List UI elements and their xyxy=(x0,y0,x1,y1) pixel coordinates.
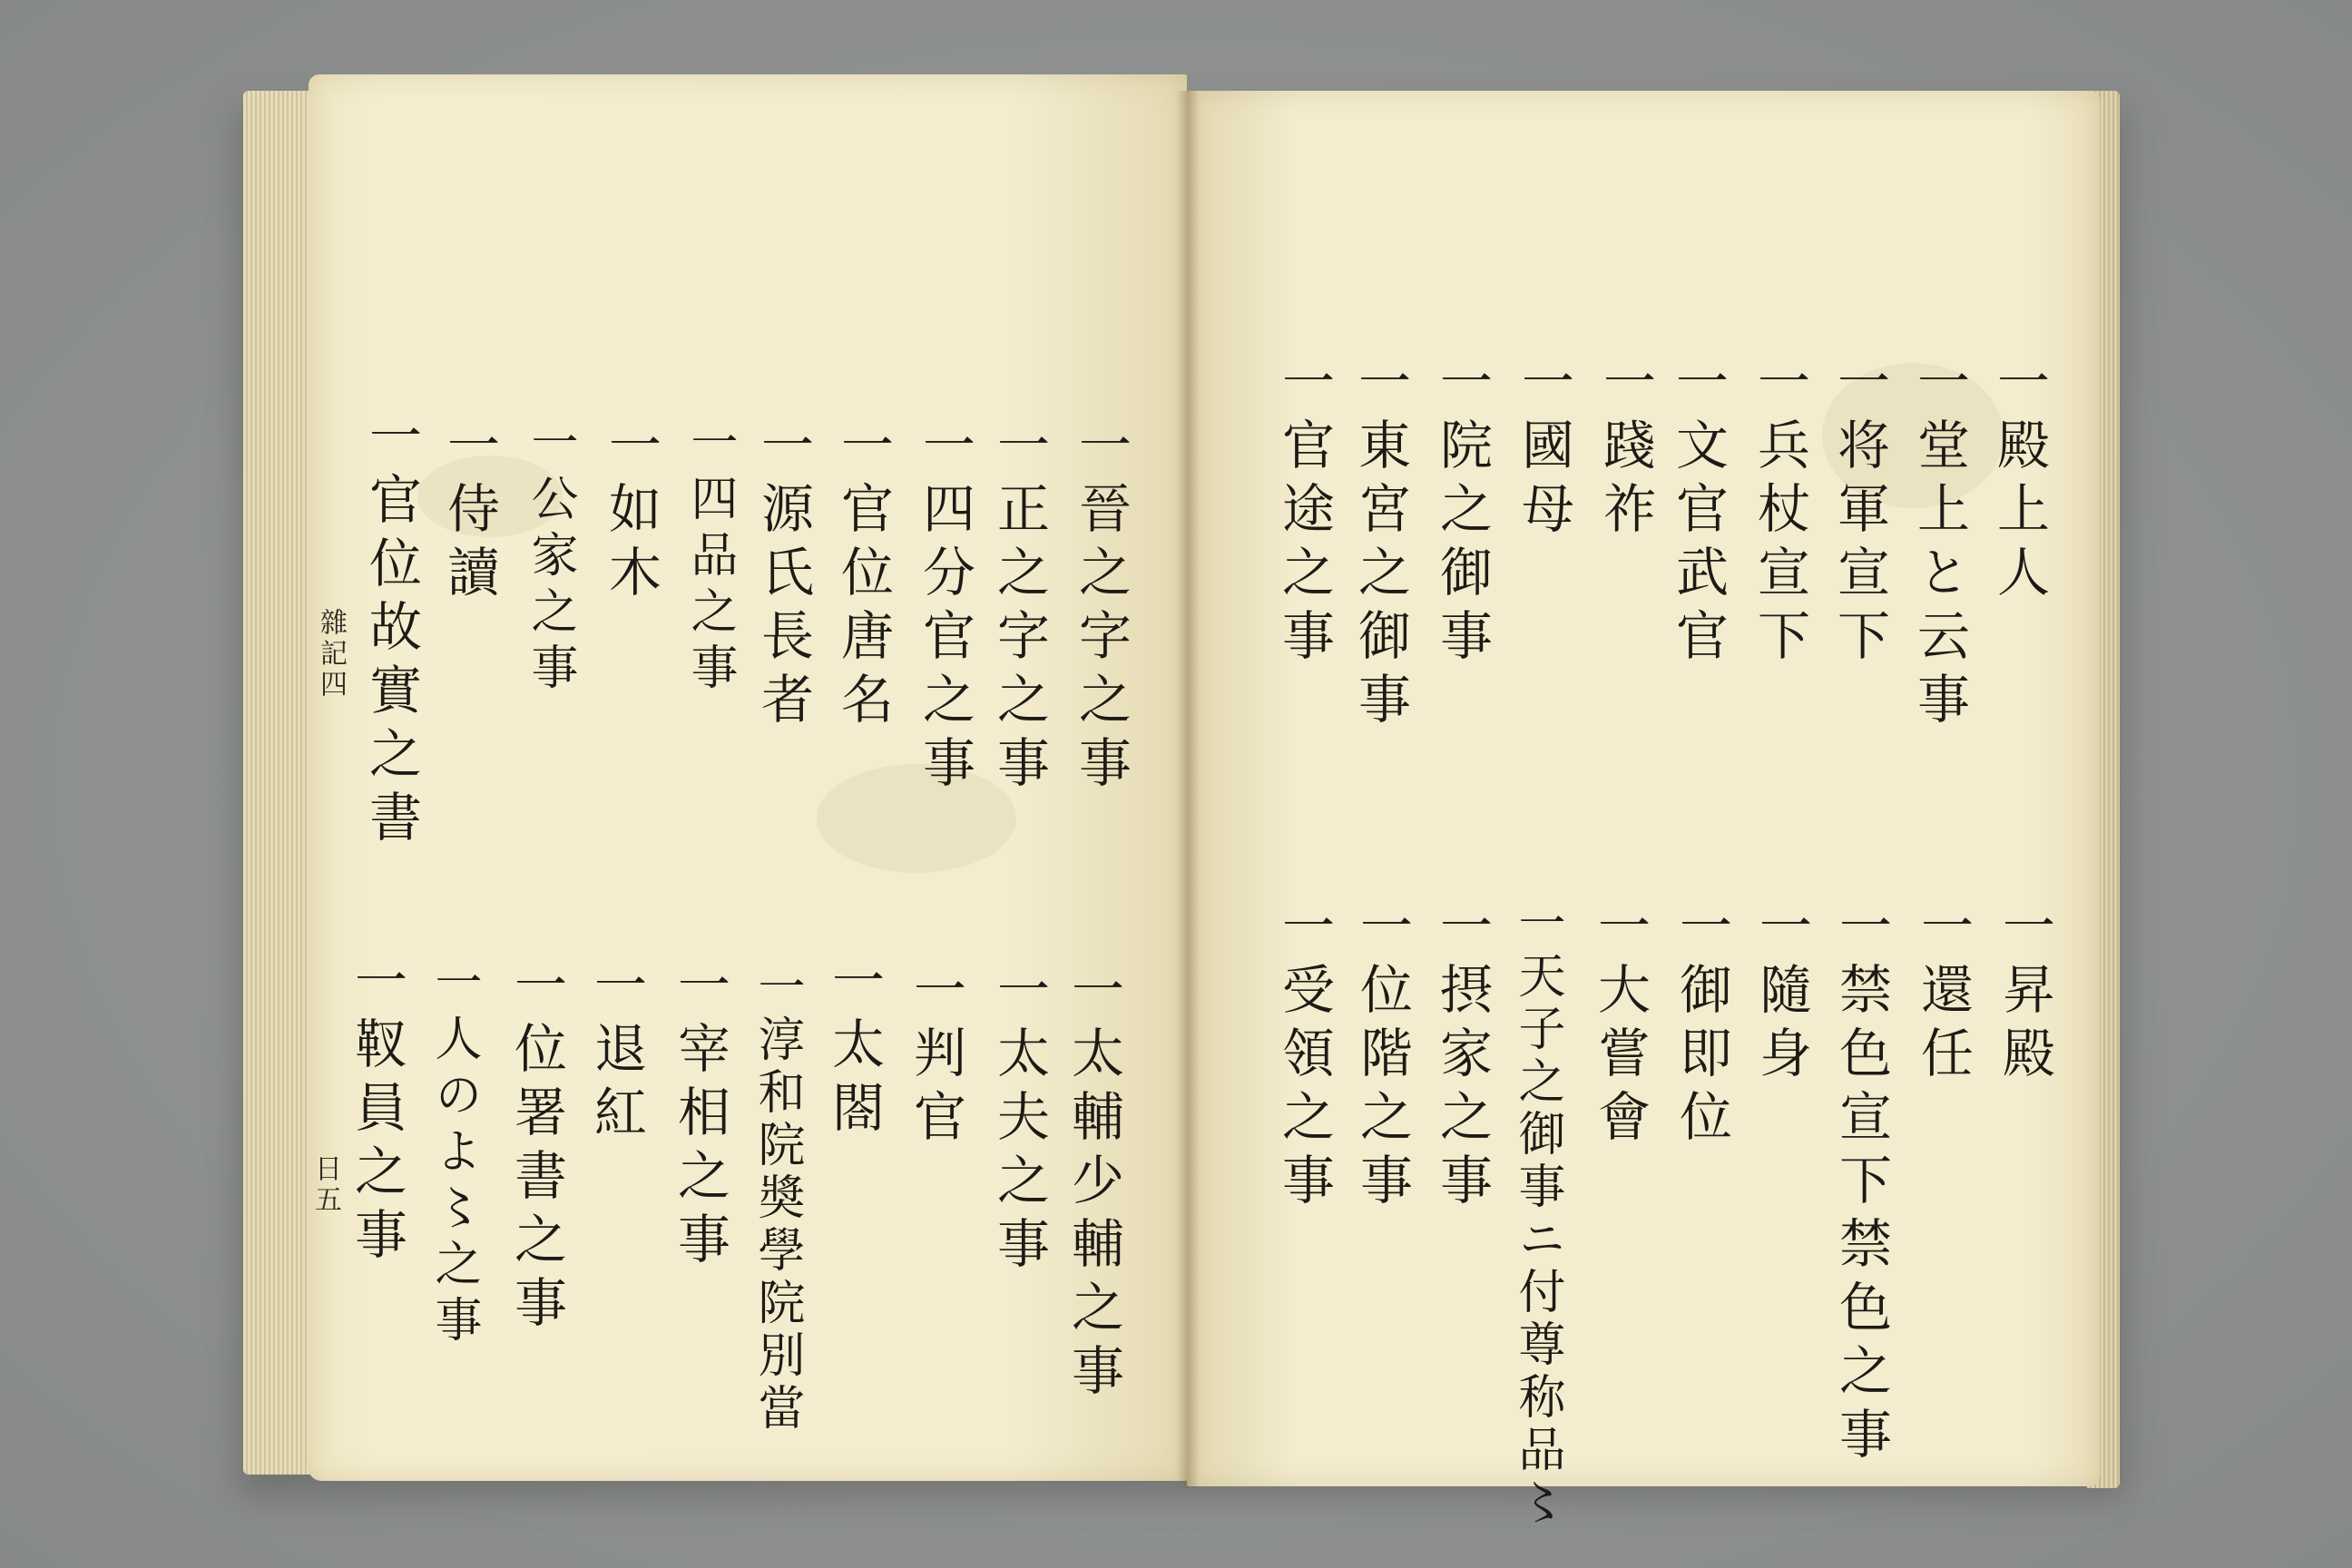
left-upper-column: 一晉之字之事 xyxy=(1070,417,1132,799)
left-upper-column: 一如木 xyxy=(600,417,662,608)
right-upper-column: 一文官武官 xyxy=(1667,354,1729,671)
right-lower-column: 一禁色宣下禁色之事 xyxy=(1830,898,1892,1470)
margin-title: 雜記四 xyxy=(315,608,347,701)
right-lower-column: 一還任 xyxy=(1912,898,1974,1089)
left-lower-column: 一太閤 xyxy=(823,953,885,1143)
book-gutter xyxy=(1176,91,1200,1488)
left-upper-column: 一源氏長者 xyxy=(752,417,814,735)
right-upper-column: 一國母 xyxy=(1513,354,1574,544)
left-upper-column: 一侍讀 xyxy=(438,417,500,608)
right-upper-column: 一踐祚 xyxy=(1594,354,1656,544)
left-upper-column: 一官位唐名 xyxy=(832,417,894,735)
right-lower-column: 一天子之御事ニ付尊称品〻 xyxy=(1510,898,1564,1530)
left-upper-column: 一四分官之事 xyxy=(914,417,975,799)
right-upper-column: 一将軍宣下 xyxy=(1828,354,1890,671)
left-upper-column: 一四品之事 xyxy=(682,417,737,699)
right-lower-column: 一隨身 xyxy=(1750,898,1812,1089)
right-lower-column: 一大嘗會 xyxy=(1589,898,1651,1152)
right-upper-column: 一兵杖宣下 xyxy=(1749,354,1810,671)
left-upper-column: 一官位故實之書 xyxy=(360,408,422,853)
left-lower-column: 一太夫之事 xyxy=(988,962,1050,1279)
right-upper-column: 一官途之事 xyxy=(1273,354,1335,671)
left-lower-column: 一淳和院奬學院別當 xyxy=(750,962,804,1436)
right-lower-column: 一御即位 xyxy=(1671,898,1732,1152)
left-lower-column: 一判官 xyxy=(905,962,966,1152)
right-upper-column: 一殿上人 xyxy=(1988,354,2050,608)
right-upper-column: 一堂上と云事 xyxy=(1908,354,1970,735)
folio-number: 日五 xyxy=(309,1154,341,1216)
left-lower-column: 一人のよ〻之事 xyxy=(426,957,481,1351)
left-lower-column: 一靫員之事 xyxy=(346,953,407,1270)
left-lower-column: 一太輔少輔之事 xyxy=(1063,962,1124,1406)
right-upper-column: 一東宮之御事 xyxy=(1349,354,1411,735)
right-lower-column: 一受領之事 xyxy=(1273,898,1335,1216)
left-lower-column: 一退紅 xyxy=(585,957,647,1148)
right-upper-column: 一院之御事 xyxy=(1431,354,1493,671)
left-upper-column: 一公家之事 xyxy=(523,417,577,699)
left-lower-column: 一位署書之事 xyxy=(505,957,567,1338)
right-page xyxy=(1187,91,2100,1486)
left-lower-column: 一宰相之事 xyxy=(669,957,730,1275)
right-lower-column: 一摂家之事 xyxy=(1431,898,1493,1216)
right-lower-column: 一位階之事 xyxy=(1351,898,1413,1216)
right-lower-column: 一昇殿 xyxy=(1994,898,2055,1089)
left-upper-column: 一正之字之事 xyxy=(988,417,1050,799)
